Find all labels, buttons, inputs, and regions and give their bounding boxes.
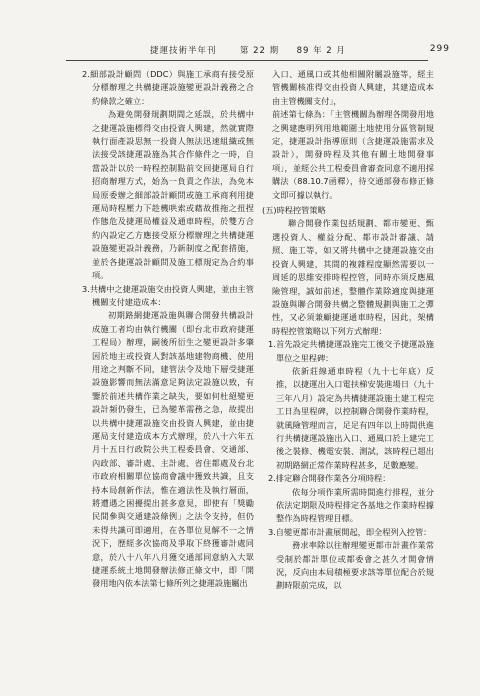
paragraph: 務求率除以往辦理變更都市計畫作業常受制於都計單位或都委會之甚久才開會情況，反向由本局積極要求該等單位配合於規劃時限前完成，以 [276, 540, 434, 591]
paragraph: 2.細部設計顧問（DDC）與施工承商有接受原分標辦理之共構捷運設施變更設計義務之合約條款之確立： [82, 69, 254, 106]
issue-number: 第 22 期 [239, 46, 280, 56]
paragraph: 依新莊線通車時程（九十七年底）反推，以捷運出入口電扶梯安裝進場日（九十三年八月）設定為共構捷運設施土建工程完工日為里程碑，以控制聯合開發作業時程，就風險管理而言，足足有四年以上時間供進行共構捷運設施出入口、通風口於上建完工後之裝修、機電安裝、測試，該時程已超出初期路網正常作業時程甚多，足數應變。 [276, 365, 434, 470]
paragraph: 3.共構中之捷運設施交由投資人興建，並由主管機關支付建造成本： [82, 283, 254, 307]
issue-date: 89 年 2 月 [296, 46, 346, 56]
journal-title: 捷運技術半年刊 [150, 46, 217, 56]
paragraph: 初期路網捷運設施與聯合開發共構設計成施工者均由執行機關（即台北市政府捷運工程局）辦理，嗣後所衍生之變更設計多肇因於地主或投資人對該基地建物商機、使用用途之判斷不同，建管法令及地下層受捷運設施影響而無法滿意足夠法定設施以致，有鑒於前述共構作業之缺失，要如何杜絕變更設計頻仍發生，已為變革需務之急，故提出以共構中捷運設施交由投資人興建，並由捷運局支付建造成本方式辦理，於八十六年五月十五日行政院公共工程委員會、交通部、內政部、審計處、主計處、省住都處及台北市政府相關單位協商會議中獲致共識，且支持本局創新作法，惟在適法性及執行層面，將遭遇之困擾提出甚多意見，即使有「獎勵民間參與交通建設條例」之法令支持，但仍未得共識可即適用，在各單位見解不一之情況下，歷經多次協商及爭取下終獲審計處同意，於八十八年八月獲交通部同意納入大眾捷運系統土地開發辦法修正條文中，即「開發用地內依本法第七條所列之捷運設施屬出 [92, 310, 254, 589]
paragraph: 聯合開發作業包括規劃、都市變更、甄選投資人、權益分配、都市設計審議、請照、施工等，如又將共構中之捷運設施交由投資人興建，其間的複雜程度顯然需要以一周延的思維安排時程控管，同時亦須反應風險管理，誠如前述，整體作業除適度與捷運設施與聯合開發共構之整體規劃與施工之彈性，又必須兼顧捷運通車時程，因此，架構時程控管策略以下列方式辦理： [272, 218, 434, 336]
paragraph: 為避免開發規劃期間之延誤，於共構中之捷運設施標得交由投資人興建，然就實際執行面產設思無一投資人無法迅速組織或無法接受該捷運設施為其合作條件之一時，自當設計以於一時程控制點前交回捷運局自行招商辦理方式，始為一負責之作法，為免本局原委辦之細部設計顧問或施工承商利用捷運局時程壓力下趁機哄索或藉故推拖之扭捏作態危及捷運局權益及通車時程，於雙方合約內設定乙方應接受原分標辦理之共構捷運設施變更設計義務，乃新制度之配套措施，並於各捷運設計顧問及施工標規定為合約事項。 [92, 109, 254, 281]
header-rule [66, 60, 428, 61]
list-item-heading: 2.排定聯合開發作業各分項時程： [268, 473, 391, 484]
right-column [262, 68, 434, 593]
section-heading: (五)時程控管策略 [262, 205, 326, 216]
left-column [82, 68, 254, 591]
running-header [150, 44, 450, 58]
paragraph: 前述第七條為：「主管機關為辦理各開發用地之興建應明列用地範圍土地使用分區管制規定，捷運設計指導原則（含捷運設施需求及設計），開發時程及其他有關土地開發事項」，並經公共工程委員會審查同意不適用採購法（88.10.7函釋），待交通部發布修正條文即可據以執行。 [272, 109, 434, 200]
paragraph: 依每分項作業所需時間進行排程，並分依法定期限及時程排定各基地之作業時程據整作為時程管理目標。 [276, 486, 434, 524]
list-item-heading: 1.首先設定共構捷運設施完工後交予捷運設施單位之里程碑： [268, 339, 434, 363]
paragraph: 入口、通風口或其他相關附屬設施等，經主管機關核准得交由投資人興建，其建造成本由主管機關支付」， [272, 69, 434, 106]
page-number: 299 [429, 44, 450, 54]
list-item-heading: 3.自變更都市計畫展開起，即全程列入控管： [268, 526, 432, 537]
